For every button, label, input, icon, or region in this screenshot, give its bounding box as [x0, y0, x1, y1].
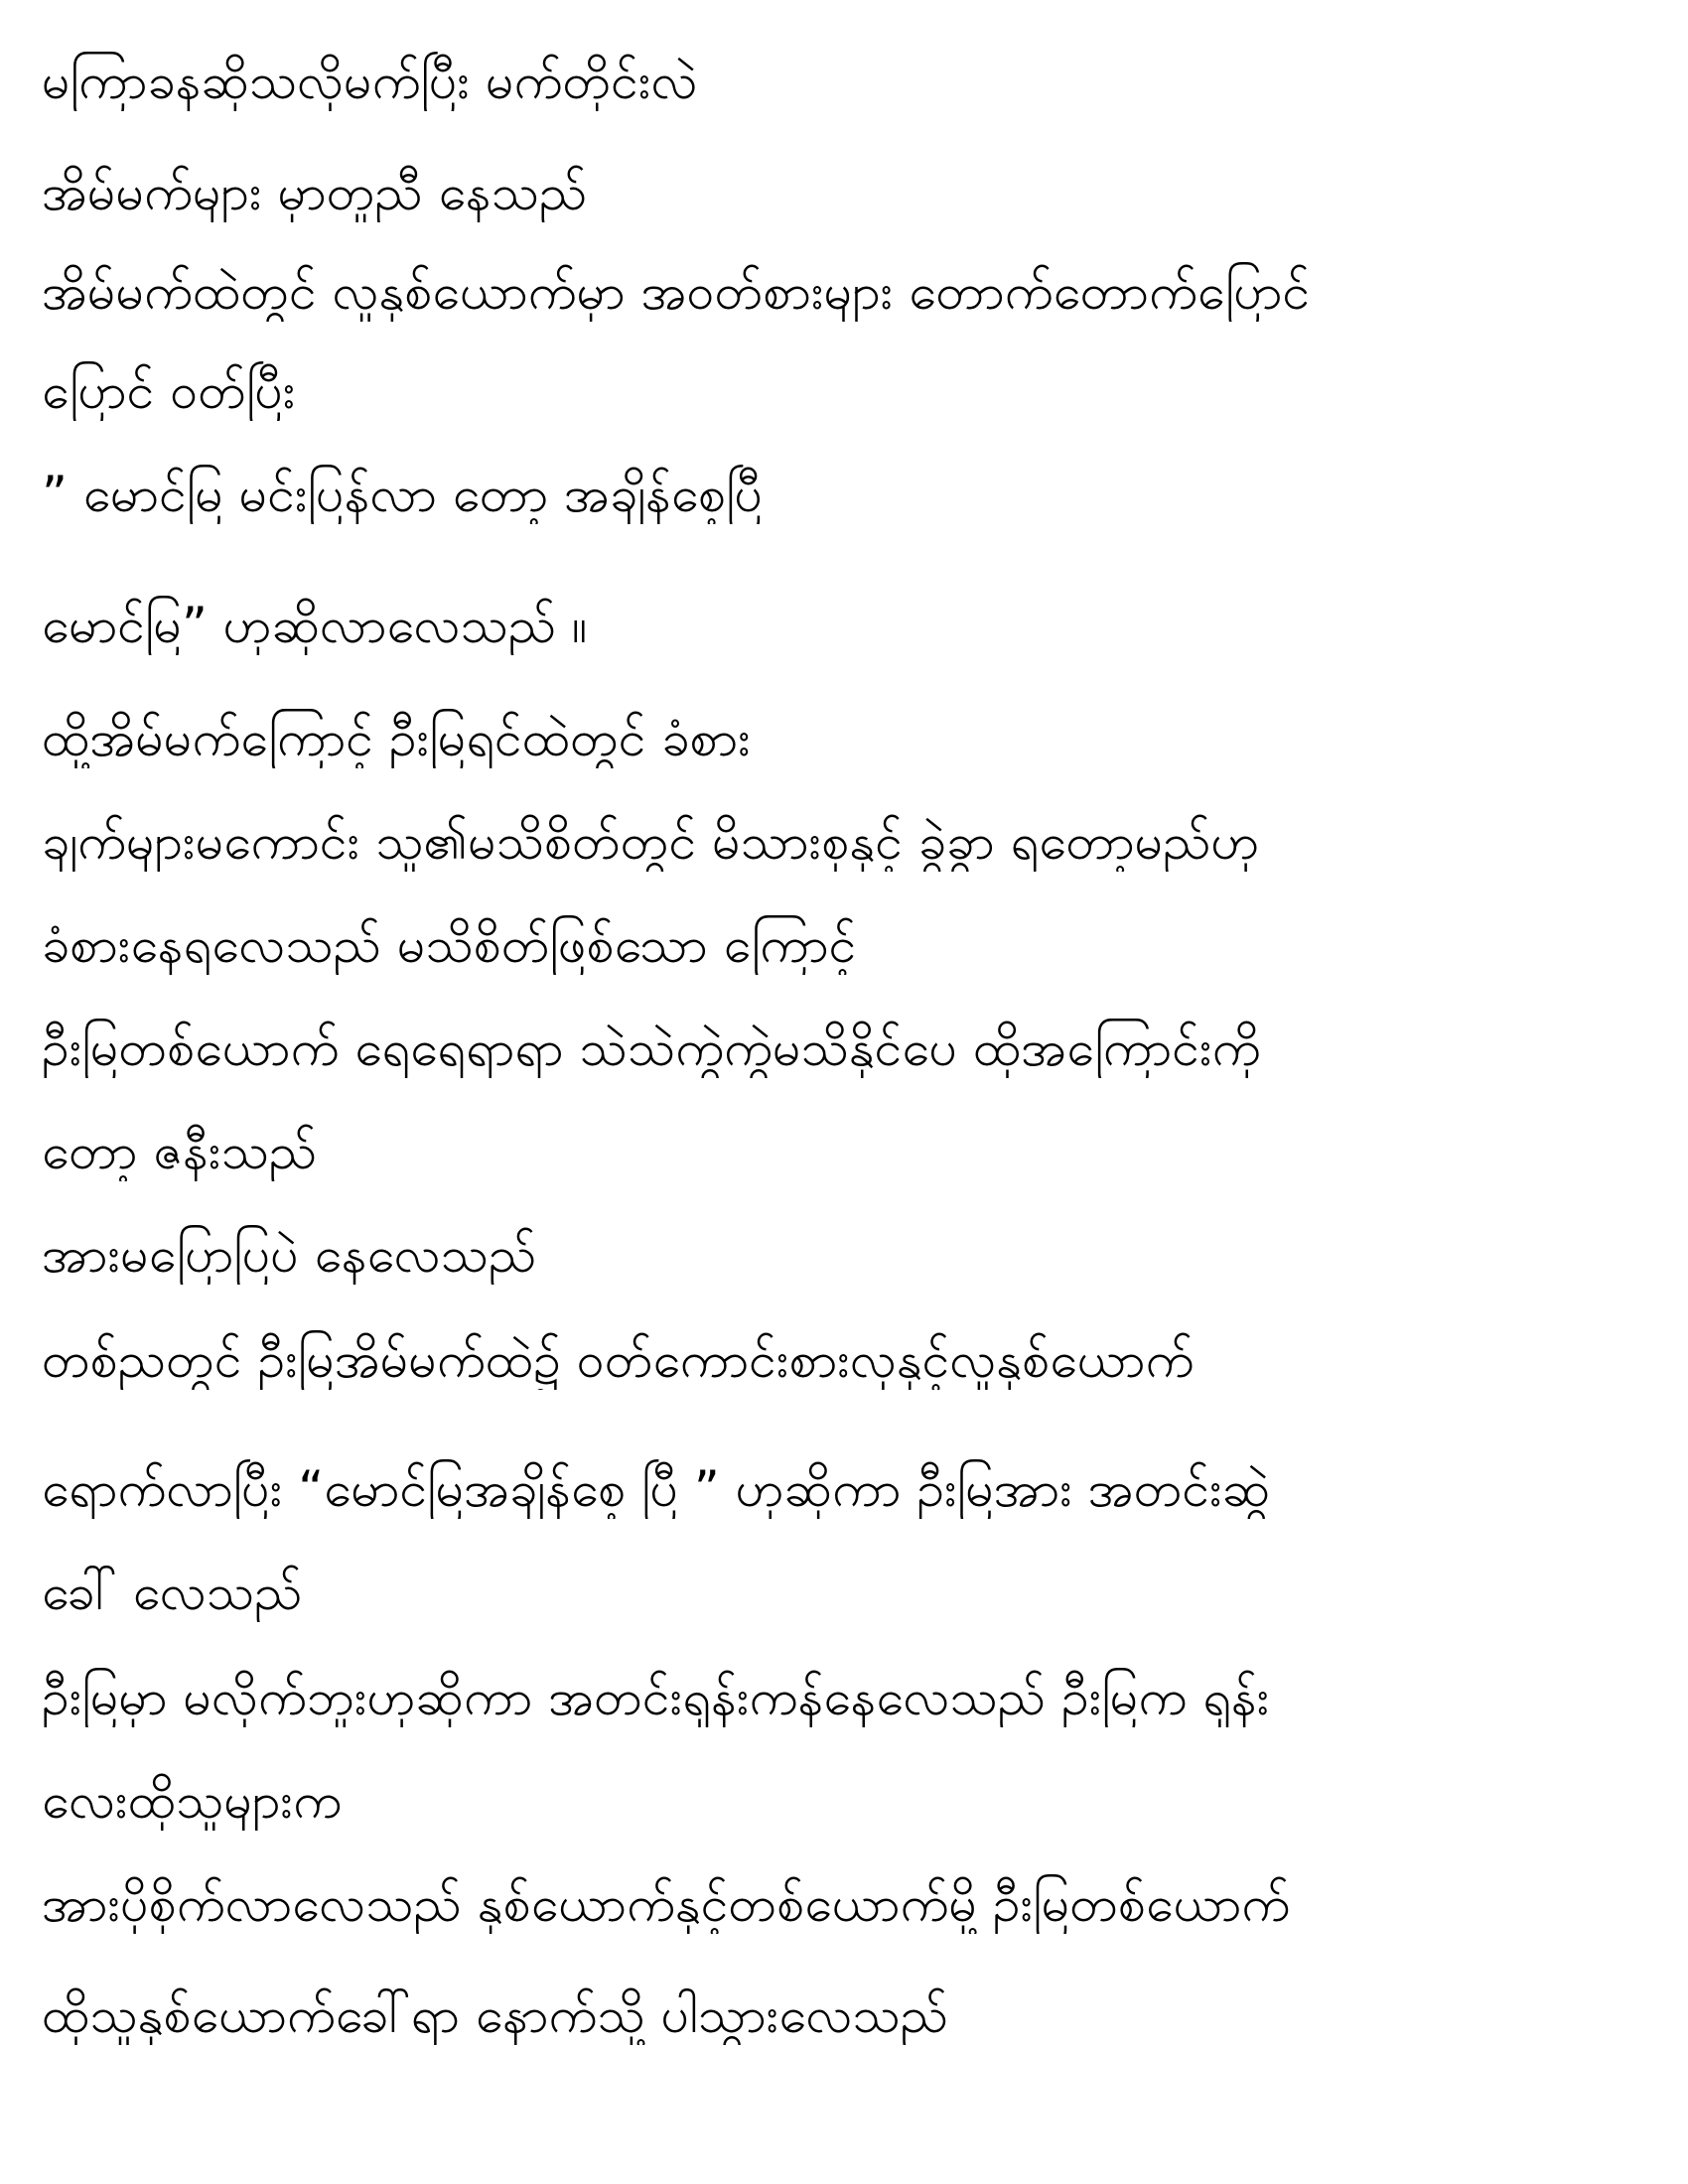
text-line: ခံစားနေရလေသည် မသိစိတ်ဖြစ်သော ကြောင့်	[42, 916, 857, 974]
text-line: ပြောင် ဝတ်ပြီး	[42, 362, 296, 420]
text-line: လေးထိုသူများက	[42, 1772, 343, 1830]
text-line: ရောက်လာပြီး “မောင်မြအချိန်စေ့ ပြီ ” ဟုဆိုကာ ဦးမြအား အတင်းဆွဲ	[42, 1460, 1271, 1518]
text-line: ခေါ် လေသည်	[42, 1564, 303, 1621]
text-line: ဦးမြမှာ မလိုက်ဘူးဟုဆိုကာ အတင်းရုန်းကန်နေလေသည် ဦးမြက ရုန်း	[42, 1669, 1270, 1726]
text-line: မကြာခနဆိုသလိုမက်ပြီး မက်တိုင်းလဲ	[42, 53, 698, 110]
text-line: တစ်ညတွင် ဦးမြအိမ်မက်ထဲ၌ ဝတ်ကောင်းစားလှနှင့်လူနှစ်ယောက်	[42, 1331, 1195, 1389]
text-line: ဦးမြတစ်ယောက် ရေရေရာရာ သဲသဲကွဲကွဲမသိနိုင်ပေ ထိုအကြောင်းကို	[42, 1020, 1261, 1077]
text-line: မောင်မြ” ဟုဆိုလာလေသည် ။	[42, 597, 588, 654]
text-line: ထို့အိမ်မက်ကြောင့် ဦးမြရင်ထဲတွင် ခံစား	[42, 710, 751, 767]
text-line: အားပိုစိုက်လာလေသည် နှစ်ယောက်နှင့်တစ်ယောက်မို့ ဦးမြတစ်ယောက်	[42, 1875, 1291, 1933]
text-line: ” မောင်မြ မင်းပြန်လာ တော့ အချိန်စေ့ပြီ	[42, 466, 764, 523]
text-line: တော့ ဇနီးသည်	[42, 1123, 318, 1180]
text-line: ထိုသူနှစ်ယောက်ခေါ်ရာ နောက်သို့ ပါသွားလေသည်	[42, 1986, 949, 2044]
text-line: အိမ်မက်ထဲတွင် လူနှစ်ယောက်မှာ အဝတ်စားများ တောက်တောက်ပြောင်	[42, 263, 1311, 321]
text-line: အားမပြောပြပဲ နေလေသည်	[42, 1226, 537, 1284]
text-line: ချက်များမကောင်း သူ၏မသိစိတ်တွင် မိသားစုနှင့် ခွဲခွာ ရတော့မည်ဟု	[42, 813, 1260, 871]
text-line: အိမ်မက်များ မှာတူညီ နေသည်	[42, 164, 588, 221]
